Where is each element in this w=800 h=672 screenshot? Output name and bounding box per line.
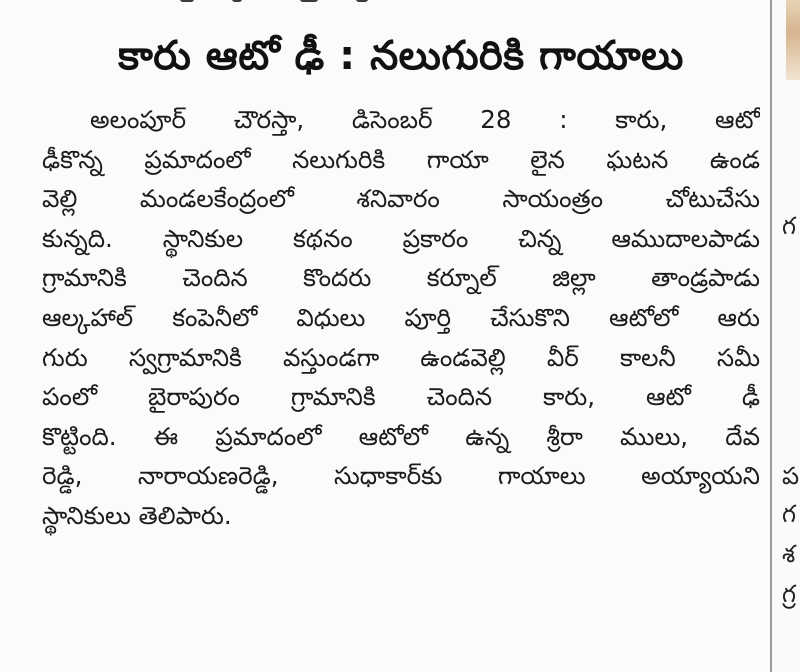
article-line: గురు స్వగ్రామానికి వస్తుండగా ఉండవెల్లి వీర్ కాలనీ సమీ [42, 342, 760, 372]
article-line: కున్నది. స్థానికుల కథనం ప్రకారం చిన్న ఆముదాలపాడు [42, 223, 760, 253]
article-line: కొట్టింది. ఈ ప్రమాదంలో ఆటోలో ఉన్న శ్రీరా ములు, దేవ [42, 421, 760, 451]
adjacent-text-fragment: ప [782, 462, 800, 490]
previous-article-text-edge [0, 0, 760, 10]
article-line: ఢీకొన్న ప్రమాదంలో నలుగురికి గాయా లైన ఘటన ఉండ [42, 144, 760, 174]
article-line: ఆల్కహాల్ కంపెనీలో విధులు పూర్తి చేసుకొని ఆటోలో ఆరు [42, 302, 760, 332]
adjacent-text-fragment: శ [782, 540, 796, 568]
article-headline: కారు ఆటో ఢీ : నలుగురికి గాయాలు [118, 33, 684, 79]
adjacent-text-fragment: గ [782, 500, 796, 528]
adjacent-column [772, 0, 800, 672]
adjacent-text-fragment: గ [782, 212, 796, 240]
article-line: రెడ్డి, నారాయణరెడ్డి, సుధాకార్‌కు గాయాలు అయ్యాయని [42, 461, 760, 491]
article-line: పంలో బైరాపురం గ్రామానికి చెందిన కారు, ఆటో ఢీ [42, 382, 760, 412]
article-line-last: స్థానికులు తెలిపారు. [42, 500, 232, 530]
article-line: గ్రామానికి చెందిన కొందరు కర్నూల్ జిల్లా తాండ్రపాడు [42, 263, 760, 293]
news-article [42, 24, 760, 536]
adjacent-photo [786, 0, 800, 80]
article-line: వెల్లి మండలకేంద్రంలో శనివారం సాయంత్రం చోటుచేసు [42, 184, 760, 214]
article-line: అలంపూర్ చౌరస్తా, డిసెంబర్ 28 : కారు, ఆటో [90, 105, 760, 134]
article-body [42, 100, 760, 536]
adjacent-text-fragment: గ్ర [782, 580, 796, 608]
